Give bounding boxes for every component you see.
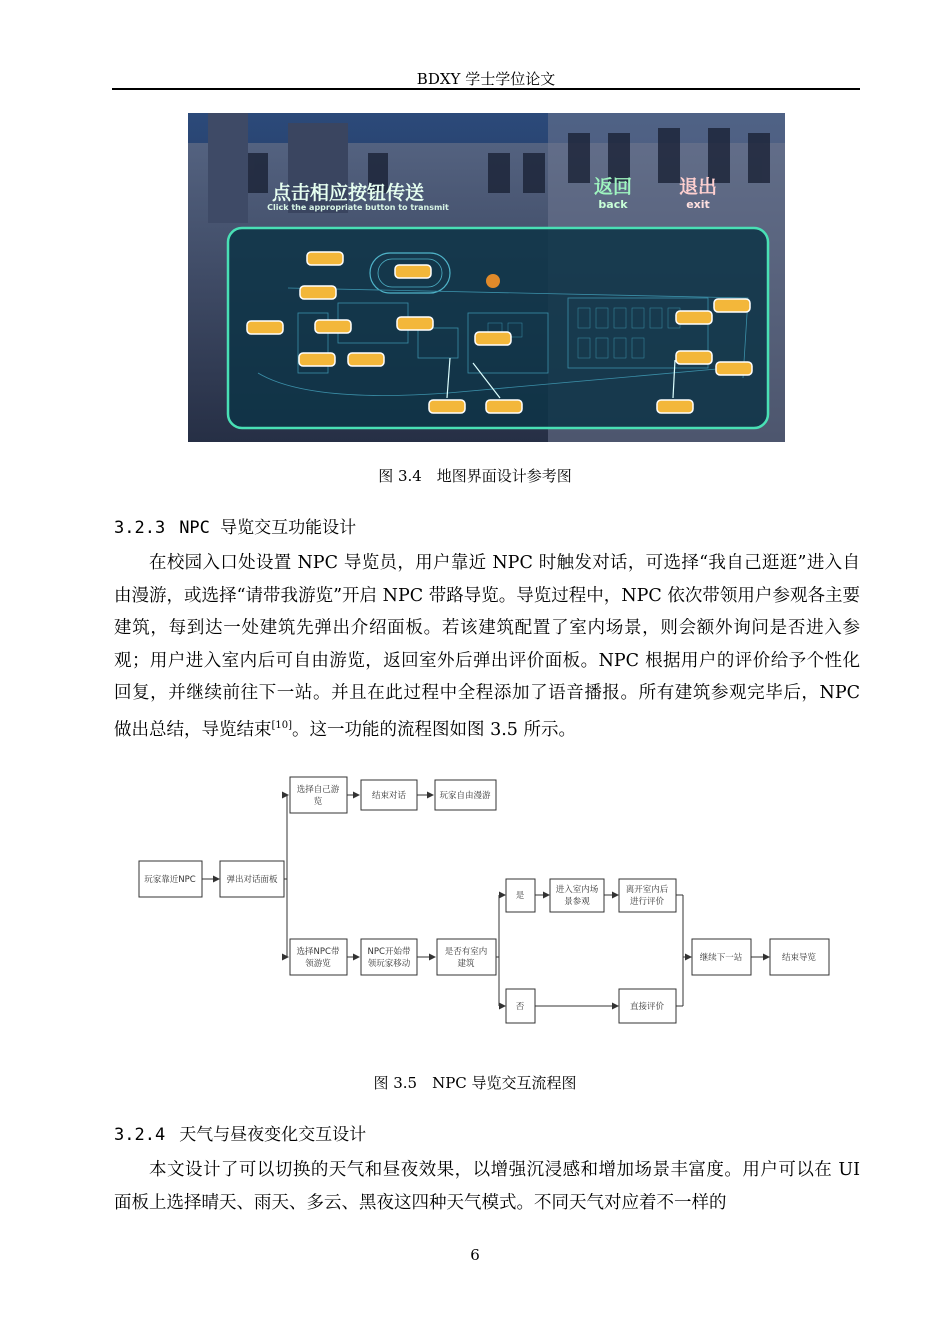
map-title-cn: 点击相应按钮传送 [271, 182, 425, 204]
node-npc-move-line1: NPC开始带 [367, 947, 411, 957]
node-npc-move-line2: 领玩家移动 [367, 959, 411, 969]
node-direct-eval: 直接评价 [629, 1002, 665, 1012]
running-header: BDXY 学士学位论文 [416, 70, 556, 88]
citation-ref: [10] [271, 719, 293, 731]
flow-diagram [135, 768, 835, 1036]
node-next-stop: 继续下一站 [699, 953, 743, 963]
node-self-tour-line1: 选择自己游 [296, 785, 340, 795]
node-free-roam: 玩家自由漫游 [439, 791, 491, 801]
section-number-324: 3.2.4 [114, 1125, 166, 1145]
section-heading-3-2-3 [114, 513, 356, 538]
node-dialog: 弹出对话面板 [226, 875, 278, 885]
node-indoor-check-line1: 是否有室内 [444, 947, 488, 957]
paragraph-text-end: 。这一功能的流程图如图 3.5 所示。 [292, 719, 576, 740]
node-enter-indoor-line1: 进入室内场 [555, 885, 599, 895]
header-rule [112, 88, 860, 90]
paragraph-text: 在校园入口处设置 NPC 导览员，用户靠近 NPC 时触发对话，可选择“我自己逛逛”进入自由漫游，或选择“请带我游览”开启 NPC 带路导览。导览过程中，NPC 依次带领用户参观各主要建筑，每到达一处建筑先弹出介绍面板。若该建筑配置了室内场景，则会额外询问是否进入参观；用户进入室内后可自由游览，返回室外后弹出评价面板。NPC 根据用户的评价给予个性化回复，并继续前往下一站。并且在此过程中全程添加了语音播报。所有建筑参观完毕后，NPC 做出总结，导览结束 [114, 553, 860, 740]
figure-caption-3-4: 图 3.4 地图界面设计参考图 [378, 467, 572, 485]
player-marker-icon [486, 274, 500, 288]
node-leave-indoor-line1: 离开室内后 [625, 885, 669, 895]
map-title-en: Click the appropriate button to transmit [267, 203, 449, 212]
back-button-en[interactable]: back [598, 198, 628, 211]
node-no: 否 [515, 1002, 525, 1012]
node-leave-indoor-line2: 进行评价 [629, 897, 665, 907]
diagram-boxes [139, 777, 829, 1023]
back-button-cn[interactable]: 返回 [593, 176, 633, 198]
section-number: 3.2.3 [114, 518, 166, 538]
section-heading-3-2-4 [114, 1120, 366, 1145]
figure-caption-3-5: 图 3.5 NPC 导览交互流程图 [373, 1074, 577, 1092]
node-end-tour: 结束导览 [781, 953, 817, 963]
exit-button-cn[interactable]: 退出 [678, 176, 718, 198]
node-end-dialog: 结束对话 [371, 791, 407, 801]
section-title-324: 天气与昼夜变化交互设计 [179, 1125, 367, 1145]
exit-button-en[interactable]: exit [686, 198, 710, 211]
node-npc-tour-line2: 领游览 [305, 959, 331, 969]
node-npc-tour-line1: 选择NPC带 [296, 947, 340, 957]
paragraph-weather: 本文设计了可以切换的天气和昼夜效果，以增强沉浸感和增加场景丰富度。用户可以在 UI 面板上选择晴天、雨天、多云、黑夜这四种天气模式。不同天气对应着不一样的 [114, 1160, 860, 1213]
node-indoor-check-line2: 建筑 [457, 959, 475, 969]
node-approach: 玩家靠近NPC [144, 875, 196, 885]
section-title: NPC 导览交互功能设计 [179, 518, 357, 538]
node-yes: 是 [515, 891, 525, 901]
node-self-tour-line2: 览 [313, 797, 323, 807]
map-ui-screenshot [188, 113, 785, 442]
paragraph-npc-tour [114, 547, 860, 746]
node-enter-indoor-line2: 景参观 [564, 897, 590, 907]
page-number: 6 [470, 1246, 480, 1264]
